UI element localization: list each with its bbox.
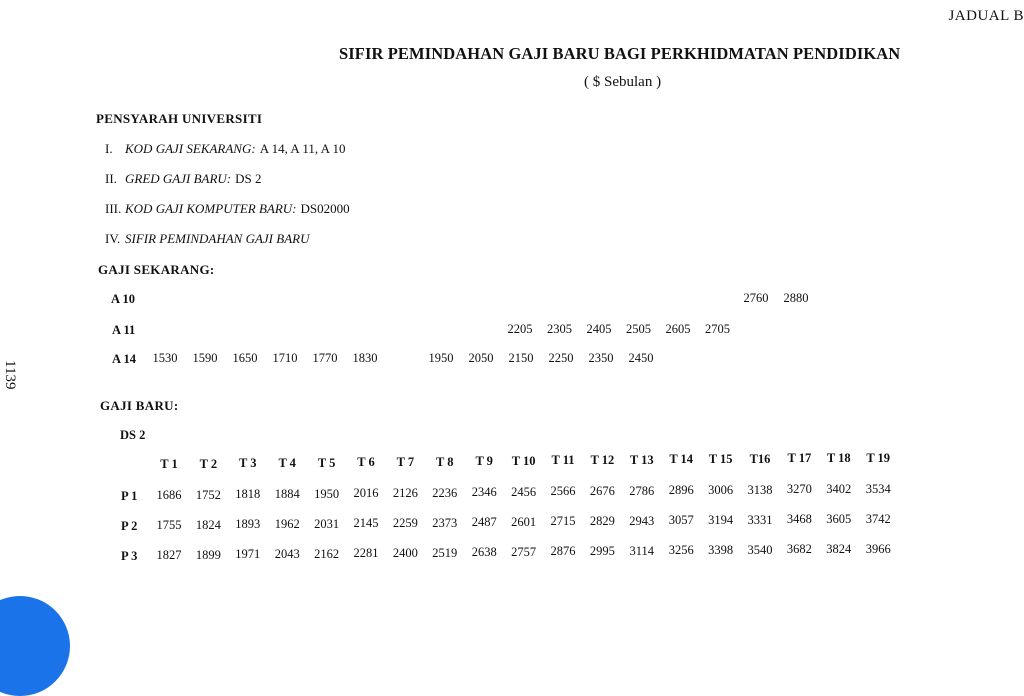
- new-salary-cell: 2896: [668, 483, 694, 497]
- document-subtitle: ( $ Sebulan ): [584, 74, 662, 90]
- new-salary-cell: 2876: [550, 544, 576, 558]
- item-number: IV.: [105, 231, 121, 246]
- current-salary-cell: 2450: [628, 351, 654, 365]
- new-salary-cell: 3331: [747, 513, 773, 527]
- new-salary-cell: 2829: [589, 514, 615, 528]
- current-salary-cell: 2505: [626, 322, 651, 336]
- item-sifir-pemindahan: [105, 231, 313, 247]
- new-salary-cell: 2016: [353, 486, 379, 500]
- new-salary-cell: 1899: [195, 548, 221, 562]
- new-salary-cell: 2487: [471, 515, 497, 529]
- item-value: DS02000: [300, 201, 350, 216]
- new-row-label: P 1: [121, 489, 138, 503]
- new-salary-cell: 2566: [550, 484, 576, 498]
- blue-circle-decoration: [0, 596, 70, 696]
- new-salary-cell: 3006: [708, 483, 734, 497]
- column-header: T 9: [475, 454, 493, 468]
- document-title: SIFIR PEMINDAHAN GAJI BARU BAGI PERKHIDMATAN PENDIDIKAN: [339, 44, 901, 63]
- new-salary-cell: 1884: [274, 487, 300, 501]
- column-header: T 11: [551, 453, 575, 467]
- new-salary-cell: 1962: [274, 517, 300, 531]
- new-salary-cell: 2995: [589, 544, 615, 558]
- new-salary-cell: 1971: [235, 547, 261, 561]
- new-salary-cell: 2031: [314, 517, 340, 531]
- column-header: T 10: [511, 454, 536, 468]
- column-header: T 17: [787, 451, 812, 465]
- new-salary-cell: 2456: [511, 485, 537, 499]
- item-label: GRED GAJI BARU:: [125, 171, 232, 186]
- item-value: DS 2: [235, 171, 262, 186]
- new-salary-cell: 2676: [589, 484, 615, 498]
- new-salary-cell: 1752: [195, 488, 221, 502]
- new-salary-cell: 3605: [826, 512, 852, 526]
- new-salary-cell: 3824: [826, 542, 852, 556]
- column-header: T 2: [199, 457, 218, 471]
- new-salary-cell: 2601: [511, 515, 537, 529]
- new-salary-cell: 3114: [629, 544, 655, 558]
- current-salary-cell: 1830: [352, 351, 378, 365]
- current-salary-cell: 2350: [588, 351, 614, 365]
- item-label: SIFIR PEMINDAHAN GAJI BARU: [125, 231, 310, 246]
- new-row-label: P 2: [121, 519, 138, 533]
- current-salary-cell: 1650: [232, 351, 258, 365]
- current-salary-cell: 2760: [743, 291, 769, 305]
- current-salary-cell: 2880: [783, 291, 809, 305]
- new-salary-cell: 3256: [668, 543, 694, 557]
- new-salary-cell: 3534: [865, 482, 891, 496]
- item-kod-gaji-komputer: [105, 201, 350, 217]
- new-grade-label: DS 2: [120, 428, 146, 442]
- new-salary-cell: 2400: [392, 546, 418, 560]
- column-header: T 6: [357, 455, 375, 469]
- new-salary-cell: 1827: [156, 548, 182, 562]
- new-salary-cell: 2126: [392, 486, 418, 500]
- column-header: T 13: [629, 453, 654, 467]
- current-salary-cell: 2150: [508, 351, 534, 365]
- current-salary-cell: 2205: [507, 322, 533, 336]
- new-salary-cell: 3194: [708, 513, 734, 527]
- table-label: JADUAL B: [948, 8, 1024, 24]
- column-header: T 14: [669, 452, 694, 466]
- column-header: T 8: [436, 455, 454, 469]
- current-salary-cell: 1530: [152, 351, 178, 365]
- current-salary-cell: 2705: [705, 322, 730, 336]
- new-row-label: P 3: [121, 549, 138, 563]
- item-label: KOD GAJI KOMPUTER BARU:: [125, 201, 297, 216]
- new-salary-cell: 2162: [314, 547, 340, 561]
- current-salary-cell: 2305: [547, 322, 572, 336]
- item-value: A 14, A 11, A 10: [259, 141, 346, 156]
- current-salary-cell: 1590: [192, 351, 218, 365]
- current-salary-cell: 1710: [272, 351, 298, 365]
- column-header: T 12: [590, 453, 615, 467]
- new-salary-cell: 3468: [786, 512, 812, 526]
- column-header: T 4: [278, 456, 296, 470]
- current-row-label: A 11: [112, 323, 136, 337]
- new-salary-cell: 2236: [432, 486, 458, 500]
- current-salary-cell: 2605: [665, 322, 691, 336]
- current-salary-cell: 1770: [312, 351, 338, 365]
- current-salary-cell: 2050: [468, 351, 494, 365]
- item-kod-gaji-sekarang: [105, 141, 346, 157]
- new-salary-cell: 2943: [629, 514, 655, 528]
- new-salary-cell: 2757: [511, 545, 537, 559]
- column-header: T16: [749, 452, 771, 466]
- new-salary-cell: 2346: [471, 485, 497, 499]
- current-salary-cell: 1950: [428, 351, 454, 365]
- new-salary-cell: 2043: [274, 547, 300, 561]
- current-salary-heading: GAJI SEKARANG:: [98, 262, 215, 277]
- new-salary-cell: 1755: [156, 518, 182, 532]
- new-salary-cell: 3742: [865, 512, 891, 526]
- column-header: T 19: [866, 451, 891, 465]
- new-salary-cell: 2281: [353, 546, 379, 560]
- new-salary-cell: 2373: [432, 516, 458, 530]
- new-salary-cell: 2638: [471, 545, 497, 559]
- new-salary-cell: 3682: [786, 542, 812, 556]
- new-salary-cell: 3966: [865, 542, 891, 556]
- page-number: 1139: [2, 360, 18, 390]
- new-salary-cell: 3270: [786, 482, 812, 496]
- new-salary-cell: 1818: [235, 487, 261, 501]
- item-number: II.: [105, 171, 117, 186]
- new-salary-heading: GAJI BARU:: [100, 398, 179, 413]
- column-header: T 18: [826, 451, 851, 465]
- new-salary-cell: 3540: [747, 543, 773, 557]
- new-salary-cell: 3057: [668, 513, 694, 527]
- current-salary-cell: 2405: [586, 322, 612, 336]
- new-salary-cell: 3402: [826, 482, 852, 496]
- column-header: T 7: [396, 455, 415, 469]
- new-salary-cell: 1893: [235, 517, 261, 531]
- column-header: T 5: [317, 456, 336, 470]
- current-row-label: A 10: [111, 292, 135, 306]
- new-salary-cell: 2715: [550, 514, 576, 528]
- column-header: T 15: [708, 452, 733, 466]
- column-header: T 1: [160, 457, 178, 471]
- new-salary-cell: 1824: [195, 518, 221, 532]
- new-salary-cell: 1950: [314, 487, 340, 501]
- new-salary-cell: 2259: [392, 516, 418, 530]
- column-header: T 3: [239, 456, 257, 470]
- item-gred-gaji-baru: [105, 171, 262, 187]
- current-row-label: A 14: [112, 352, 136, 366]
- new-salary-cell: 3138: [747, 483, 773, 497]
- item-number: I.: [105, 141, 113, 156]
- item-label: KOD GAJI SEKARANG:: [125, 141, 256, 156]
- new-salary-cell: 2145: [353, 516, 379, 530]
- new-salary-cell: 2786: [629, 484, 655, 498]
- new-salary-cell: 3398: [708, 543, 734, 557]
- new-salary-cell: 1686: [156, 488, 182, 502]
- new-salary-cell: 2519: [432, 546, 458, 560]
- current-salary-cell: 2250: [548, 351, 574, 365]
- item-number: III.: [105, 201, 122, 216]
- section-title: PENSYARAH UNIVERSITI: [96, 111, 263, 126]
